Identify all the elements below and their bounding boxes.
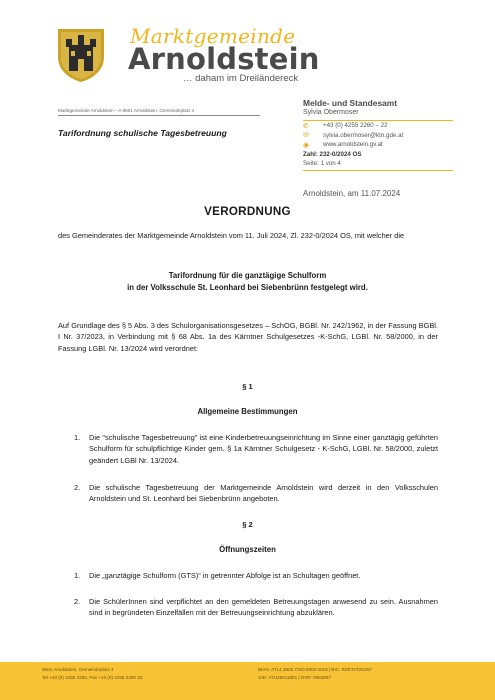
page-footer	[0, 662, 495, 700]
contact-person: Sylvia Obermoser	[303, 109, 359, 116]
web-row	[303, 140, 453, 150]
reference-value: 232-0/2024 OS	[319, 150, 362, 158]
item-number: 2.	[74, 597, 81, 606]
phone-number[interactable]: +43 (0) 4255 2260 – 22	[323, 122, 388, 130]
department-name: Melde- und Standesamt	[303, 98, 397, 108]
item-text: Die schulische Tagesbetreuung der Marktgemeinde Arnoldstein wird derzeit in den Volksschulen Arnoldstein und St. Leonhard bei Siebenbrünn angeboten.	[89, 483, 438, 504]
subtitle-line-2: in der Volksschule St. Leonhard bei Siebenbrünn festgelegt wird.	[127, 283, 368, 292]
legal-basis-text: Auf Grundlage des § 5 Abs. 3 des Schulorganisationsgesetzes – SchOG, BGBl. Nr. 242/1962, in der Fassung BGBl. I Nr. 37/2023, in Verbindung mit § 68 Abs. 1a des Kärntner Schulgesetzes -K-SchG, LGBl. Nr. 58/2000, in der Fassung LGBl. Nr. 13/2024 wird verordnet:	[58, 321, 438, 353]
section-2-number: § 2	[242, 520, 253, 529]
item-text: Die „ganztägige Schulform (GTS)“ in getrennter Abfolge ist an Schultagen geöffnet.	[89, 571, 361, 580]
contact-info-block	[303, 98, 453, 171]
brand-script: Marktgemeinde	[130, 24, 296, 48]
reference-number	[303, 150, 453, 159]
intro-text: des Gemeinderates der Marktgemeinde Arnoldstein vom 11. Juli 2024, Zl. 232-0/2024 OS, mit welcher die	[58, 231, 405, 240]
phone-icon: ✆	[303, 122, 309, 130]
phone-row	[303, 121, 453, 131]
item-number: 1.	[74, 433, 81, 442]
section-2-heading: Öffnungszeiten	[219, 545, 276, 554]
item-number: 1.	[74, 571, 81, 580]
item-number: 2.	[74, 483, 81, 492]
sender-address-line: Marktgemeinde Arnoldstein – A 9601 Arnoldstein, Gemeindeplatz 4	[58, 108, 195, 113]
globe-icon: ◉	[303, 141, 310, 149]
footer-left	[42, 666, 142, 682]
item-text: Die "schulische Tagesbetreuung" ist eine Kinderbetreuungseinrichtung im Sinne einer ganztägig geführten Schulform für schulpflichtige Kinder gem. § 1a Kärntner Schulgesetz - K-SchG, LGBl. Nr. 58/2000, zuletzt geändert LGBl Nr. 13/2024.	[89, 433, 438, 465]
sender-divider	[58, 115, 260, 116]
footer-ids: UID: ATU26011801 | DVR: 0083097	[258, 675, 332, 680]
footer-address: 9601 Arnoldstein, Gemeindeplatz 4	[42, 667, 114, 672]
section-1-heading: Allgemeine Bestimmungen	[197, 407, 298, 416]
brand-tagline: … daham im Dreiländereck	[183, 73, 299, 84]
page-count	[303, 159, 453, 168]
email-address[interactable]: sylvia.obermoser@ktn.gde.at	[323, 131, 404, 139]
section-1-number: § 1	[242, 382, 253, 391]
email-row	[303, 131, 453, 141]
info-divider-bottom	[303, 170, 453, 171]
subtitle-line-1: Tarifordnung für die ganztägige Schulform	[168, 271, 327, 280]
document-title: VERORDNUNG	[204, 205, 291, 218]
footer-contact: Tel +43 (0) 4255 2260, Fax +43 (0) 4255 2260 33	[42, 675, 143, 680]
website-link[interactable]: www.arnoldstein.gv.at	[323, 141, 383, 149]
envelope-icon: ✉	[303, 132, 309, 140]
place-date: Arnoldstein, am 11.07.2024	[303, 189, 401, 198]
footer-right	[258, 666, 372, 682]
regulation-subtitle	[0, 270, 495, 294]
page-label: Seite:	[303, 159, 319, 167]
coat-of-arms-logo	[56, 27, 106, 83]
reference-label: Zahl:	[303, 150, 318, 158]
page-value: 1 von 4	[320, 159, 341, 167]
document-subject: Tarifordnung schulische Tagesbetreuung	[58, 128, 227, 138]
footer-bank: IBAN: AT14 3925 7000 0000 0018 | BIC: RZKTAT2K257	[258, 667, 373, 672]
item-text: Die SchülerInnen sind verpflichtet an den gemeldeten Betreuungstagen anwesend zu sein. Ausnahmen sind in begründeten Einzelfällen mit der Betreuungseinrichtung abzuklären.	[89, 597, 438, 618]
brand-name: Arnoldstein	[128, 42, 320, 76]
